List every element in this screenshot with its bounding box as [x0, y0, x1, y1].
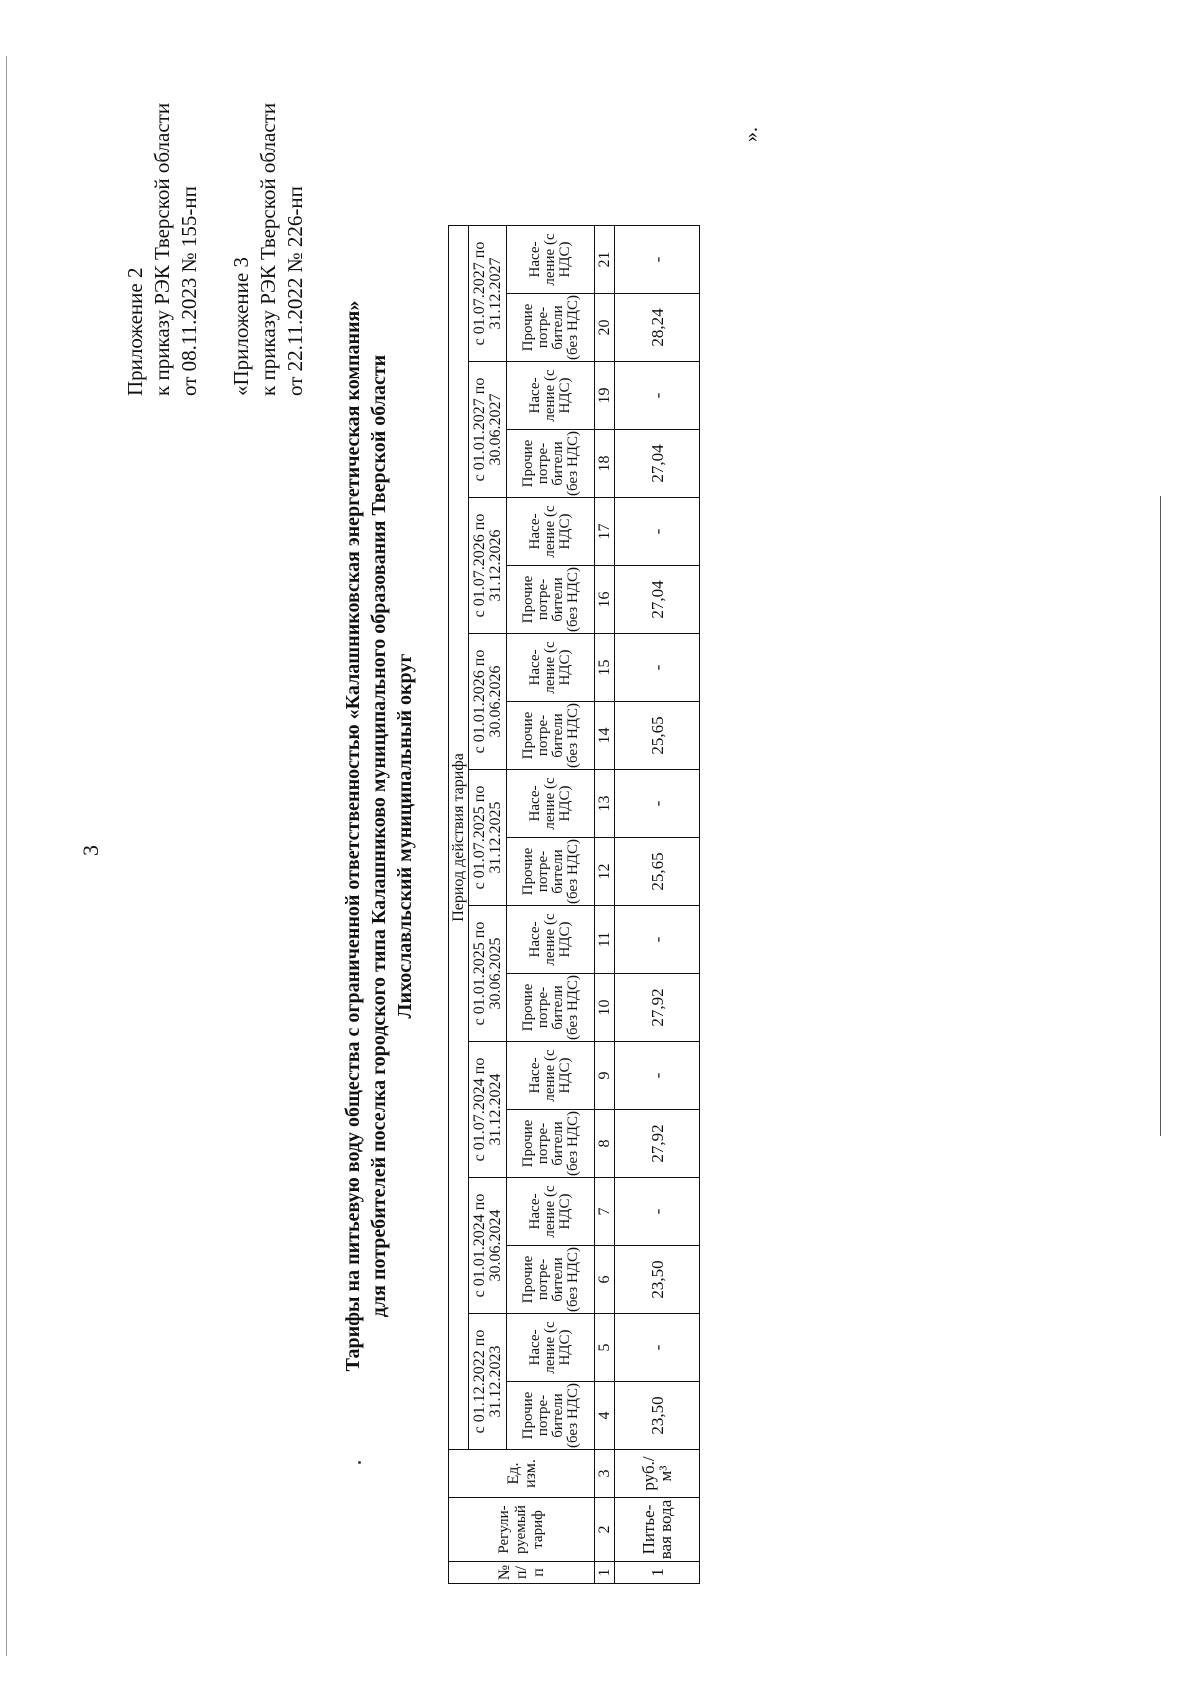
header-unit: Ед. изм.: [449, 1450, 595, 1498]
scan-edge-line: [1160, 496, 1161, 1136]
period-header: с 01.01.2025 по 30.06.2025: [469, 906, 507, 1042]
appendix-previous-line2: к приказу РЭК Тверской области: [256, 102, 280, 396]
tariff-value: 25,65: [615, 838, 700, 906]
category-population: Насе-ление (с НДС): [507, 1314, 595, 1382]
column-number: 20: [595, 294, 615, 362]
column-number: 21: [595, 226, 615, 294]
period-header: с 01.01.2024 по 30.06.2024: [469, 1178, 507, 1314]
tariff-value: -: [615, 1314, 700, 1382]
category-population: Насе-ление (с НДС): [507, 1042, 595, 1110]
category-other: Прочие потре-бители (без НДС): [507, 1246, 595, 1314]
column-number: 16: [595, 566, 615, 634]
column-number: 8: [595, 1110, 615, 1178]
category-other: Прочие потре-бители (без НДС): [507, 838, 595, 906]
tariff-table: [448, 225, 700, 1584]
header-tariff: Регули-руемый тариф: [449, 1498, 595, 1562]
appendix-current-line3: от 08.11.2023 № 155-нп: [177, 186, 201, 396]
row-unit: руб./м³: [615, 1450, 700, 1498]
category-other: Прочие потре-бители (без НДС): [507, 1382, 595, 1450]
column-number: 1: [595, 1562, 615, 1584]
period-header: с 01.12.2022 по 31.12.2023: [469, 1314, 507, 1450]
category-other: Прочие потре-бители (без НДС): [507, 702, 595, 770]
column-number: 4: [595, 1382, 615, 1450]
column-number: 17: [595, 498, 615, 566]
row-number: 1: [615, 1562, 700, 1584]
category-other: Прочие потре-бители (без НДС): [507, 566, 595, 634]
period-header: с 01.01.2026 по 30.06.2026: [469, 634, 507, 770]
column-number: 7: [595, 1178, 615, 1246]
column-number: 6: [595, 1246, 615, 1314]
category-population: Насе-ление (с НДС): [507, 906, 595, 974]
tariff-value: 23,50: [615, 1382, 700, 1450]
row-tariff-name: Питье-вая вода: [615, 1498, 700, 1562]
scan-edge-line: [6, 56, 7, 1656]
document-title: [340, 206, 418, 1466]
column-number: 14: [595, 702, 615, 770]
tariff-value: 27,04: [615, 430, 700, 498]
column-number: 11: [595, 906, 615, 974]
tariff-value: -: [615, 362, 700, 430]
period-header: с 01.07.2026 по 31.12.2026: [469, 498, 507, 634]
category-population: Насе-ление (с НДС): [507, 1178, 595, 1246]
title-line1: Тарифы на питьевую воду общества с ограниченной ответственностью «Калашниковская энергетическая компания»: [342, 300, 364, 1372]
category-population: Насе-ление (с НДС): [507, 362, 595, 430]
category-other: Прочие потре-бители (без НДС): [507, 1110, 595, 1178]
header-row-period: [449, 226, 469, 1584]
tariff-value: 27,92: [615, 974, 700, 1042]
column-number: 12: [595, 838, 615, 906]
category-other: Прочие потре-бители (без НДС): [507, 974, 595, 1042]
period-header: с 01.01.2027 по 30.06.2027: [469, 362, 507, 498]
period-header: с 01.07.2025 по 31.12.2025: [469, 770, 507, 906]
tariff-value: -: [615, 1178, 700, 1246]
column-number: 2: [595, 1498, 615, 1562]
column-number: 18: [595, 430, 615, 498]
category-other: Прочие потре-бители (без НДС): [507, 294, 595, 362]
header-period: Период действия тарифа: [449, 226, 469, 1450]
column-number: 5: [595, 1314, 615, 1382]
tariff-value: -: [615, 498, 700, 566]
category-population: Насе-ление (с НДС): [507, 226, 595, 294]
period-header: с 01.07.2027 по 31.12.2027: [469, 226, 507, 362]
category-population: Насе-ление (с НДС): [507, 634, 595, 702]
column-number: 9: [595, 1042, 615, 1110]
tariff-value: 27,92: [615, 1110, 700, 1178]
appendix-current-line2: к приказу РЭК Тверской области: [150, 102, 174, 396]
header-row-dates: [469, 226, 507, 1584]
column-number: 3: [595, 1450, 615, 1498]
tariff-value: -: [615, 770, 700, 838]
column-numbers-row: [595, 226, 615, 1584]
category-population: Насе-ление (с НДС): [507, 498, 595, 566]
category-other: Прочие потре-бители (без НДС): [507, 430, 595, 498]
column-number: 19: [595, 362, 615, 430]
page-number: 3: [78, 845, 103, 856]
appendix-previous: [228, 103, 309, 396]
margin-dot: [358, 1461, 361, 1464]
appendix-previous-line3: от 22.11.2022 № 226-нп: [283, 186, 307, 396]
tariff-value: 28,24: [615, 294, 700, 362]
header-row-categories: [507, 226, 595, 1584]
appendix-current-line1: Приложение 2: [123, 267, 147, 396]
title-line3: Лихославльский муниципальный округ: [394, 653, 416, 1019]
category-population: Насе-ление (с НДС): [507, 770, 595, 838]
period-header: с 01.07.2024 по 31.12.2024: [469, 1042, 507, 1178]
closing-quote: ».: [740, 127, 762, 142]
tariff-value: 23,50: [615, 1246, 700, 1314]
appendix-previous-line1: «Приложение 3: [229, 257, 253, 396]
title-line2: для потребителей поселка городского типа Калашниково муниципального образования Тверской области: [368, 354, 390, 1318]
table-row: [615, 226, 700, 1584]
column-number: 10: [595, 974, 615, 1042]
tariff-value: -: [615, 906, 700, 974]
tariff-value: -: [615, 634, 700, 702]
column-number: 15: [595, 634, 615, 702]
header-no: № п/ п: [449, 1562, 595, 1584]
tariff-value: -: [615, 1042, 700, 1110]
appendix-current: [122, 103, 203, 396]
tariff-value: -: [615, 226, 700, 294]
tariff-value: 27,04: [615, 566, 700, 634]
tariff-value: 25,65: [615, 702, 700, 770]
column-number: 13: [595, 770, 615, 838]
